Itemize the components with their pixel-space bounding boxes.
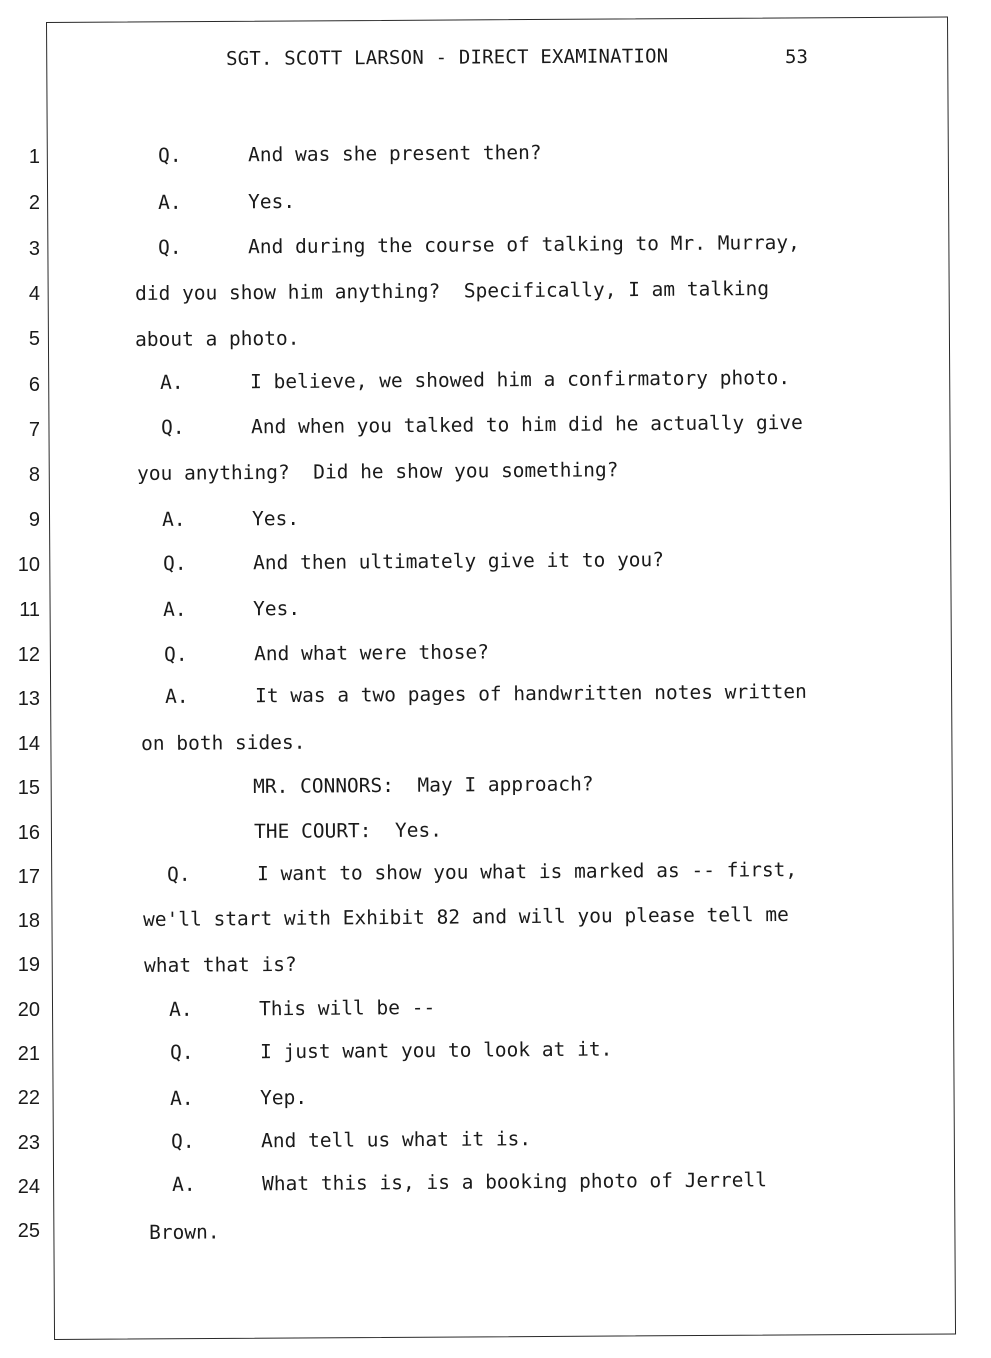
transcript-line [171, 1127, 531, 1153]
page-header [226, 45, 668, 70]
line-text: Yes. [252, 596, 301, 621]
transcript-line [158, 190, 295, 214]
line-number: 2 [28, 192, 40, 214]
line-number: 7 [28, 419, 40, 441]
transcript-line [253, 772, 594, 798]
speaker-label: Q. [163, 551, 187, 575]
speaker-label: A. [165, 684, 189, 708]
line-number: 23 [17, 1132, 40, 1154]
line-number: 9 [28, 509, 40, 531]
line-number: 12 [17, 644, 40, 666]
line-text: Yes. [251, 506, 300, 531]
line-text: MR. CONNORS: May I approach? [253, 772, 594, 798]
line-number: 11 [19, 599, 40, 621]
speaker-label: A. [158, 190, 182, 214]
line-number: 8 [28, 464, 40, 486]
transcript-line [144, 953, 297, 977]
transcript-line [169, 996, 435, 1021]
line-text: I believe, we showed him a confirmatory photo. [249, 366, 791, 394]
line-text: And was she present then? [247, 140, 542, 167]
line-number: 6 [28, 374, 40, 396]
speaker-label: A. [169, 997, 193, 1021]
transcript-line [141, 731, 306, 755]
transcript-line [163, 548, 664, 575]
line-text: And when you talked to him did he actually give [250, 410, 803, 439]
line-number: 22 [17, 1087, 40, 1109]
speaker-label: A. [170, 1086, 194, 1110]
line-text: what that is? [144, 952, 297, 977]
transcript-line [158, 141, 542, 167]
line-number: 17 [17, 866, 40, 888]
line-text: And tell us what it is. [260, 1127, 532, 1153]
line-number: 18 [17, 910, 40, 932]
transcript-line [254, 819, 442, 843]
line-number: 21 [17, 1043, 40, 1065]
line-number: 16 [17, 822, 40, 844]
line-number: 25 [17, 1220, 40, 1242]
speaker-label: Q. [167, 862, 191, 886]
line-text: And what were those? [253, 640, 489, 666]
line-text: And then ultimately give it to you? [252, 548, 665, 575]
speaker-label: Q. [158, 235, 182, 259]
speaker-label: A. [160, 370, 184, 394]
line-number: 10 [17, 554, 40, 576]
line-text: What this is, is a booking photo of Jerrell [261, 1168, 767, 1196]
line-text: on both sides. [141, 730, 306, 755]
speaker-label: A. [172, 1172, 196, 1196]
transcript-line [162, 507, 299, 531]
line-number: 19 [17, 954, 40, 976]
transcript-line [164, 640, 489, 666]
line-number: 15 [17, 777, 40, 799]
line-text: about a photo. [135, 326, 300, 351]
line-number: 4 [28, 283, 40, 305]
speaker-label: A. [163, 597, 187, 621]
speaker-label: A. [162, 507, 186, 531]
speaker-label: Q. [164, 642, 188, 666]
line-text: Brown. [149, 1220, 220, 1244]
line-text: And during the course of talking to Mr. Murray, [247, 230, 800, 259]
transcript-line [163, 597, 300, 621]
transcript-line [137, 458, 619, 485]
line-text: we'll start with Exhibit 82 and will you please tell me [143, 902, 789, 931]
line-number: 13 [17, 688, 40, 710]
line-text: THE COURT: Yes. [254, 818, 443, 843]
page-number: 53 [785, 46, 808, 68]
speaker-label: Q. [171, 1129, 195, 1153]
line-text: Yes. [247, 189, 296, 214]
line-number: 5 [28, 328, 40, 350]
transcript-line [149, 1220, 220, 1244]
line-number: 14 [17, 733, 40, 755]
speaker-label: Q. [170, 1040, 194, 1064]
line-number: 1 [28, 146, 40, 168]
line-text: Yep. [259, 1085, 308, 1110]
transcript-line [170, 1038, 612, 1064]
line-text: This will be -- [258, 995, 436, 1021]
transcript-line [172, 1168, 767, 1196]
line-text: I want to show you what is marked as -- first, [256, 858, 798, 886]
header-title: SGT. SCOTT LARSON - DIRECT EXAMINATION [226, 45, 669, 70]
speaker-label: Q. [161, 415, 185, 439]
transcript-line [135, 327, 300, 351]
line-number: 3 [28, 238, 40, 260]
line-text: you anything? Did he show you something? [137, 458, 619, 485]
transcript-line [170, 1086, 307, 1110]
line-number: 24 [17, 1176, 40, 1198]
line-number: 20 [17, 999, 40, 1021]
line-text: It was a two pages of handwritten notes written [254, 679, 807, 708]
line-text: I just want you to look at it. [259, 1037, 613, 1064]
speaker-label: Q. [158, 143, 182, 167]
line-text: did you show him anything? Specifically, I am talking [135, 277, 770, 305]
